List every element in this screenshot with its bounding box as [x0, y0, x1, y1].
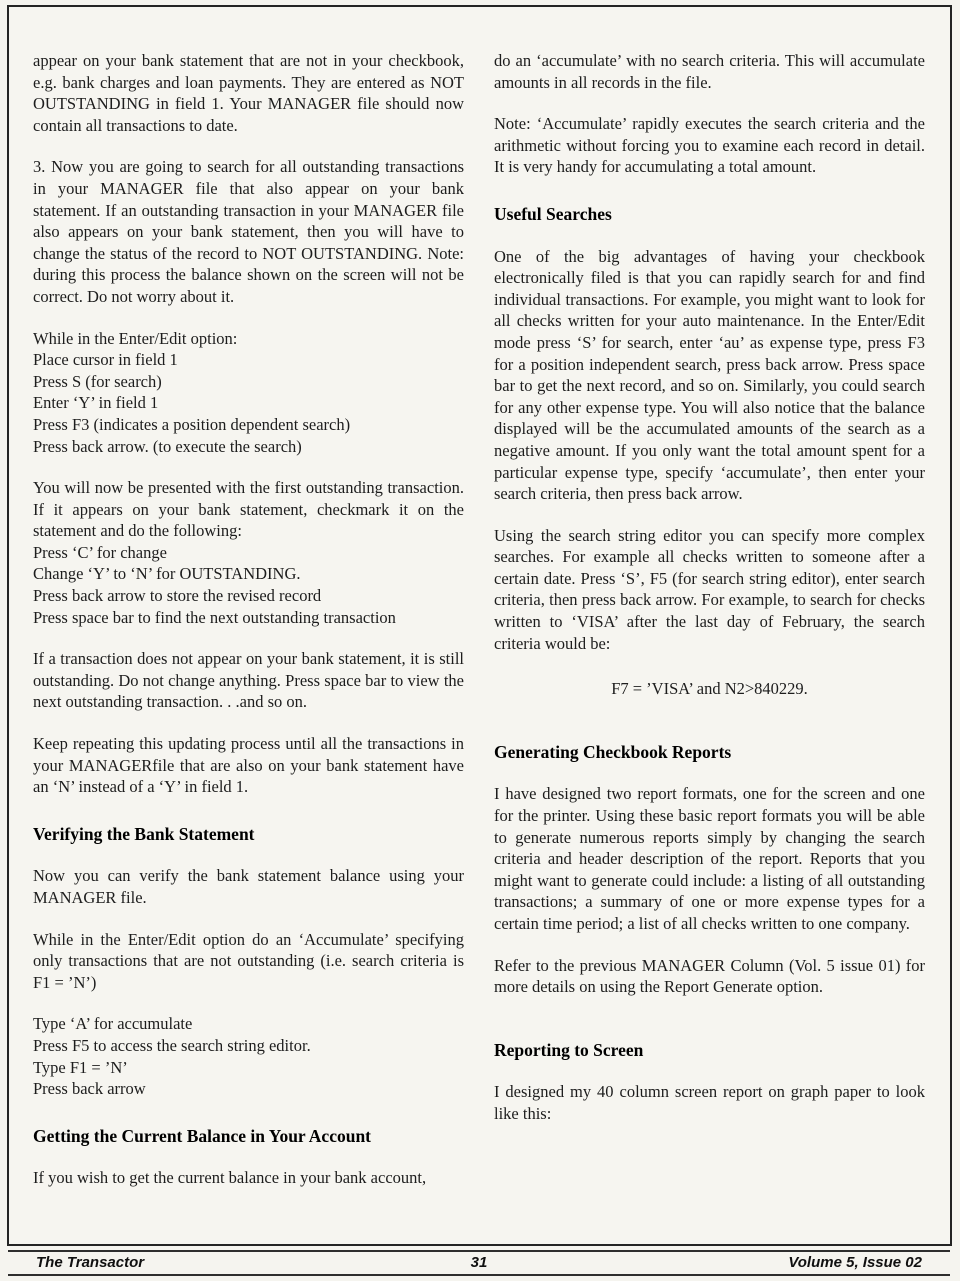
page-content	[33, 50, 925, 1209]
command-line: Press F5 to access the search string editor.	[33, 1035, 311, 1055]
command-line: Press ‘C’ for change	[33, 542, 167, 562]
paragraph: If a transaction does not appear on your bank statement, it is still outstanding. Do not change anything. Press space bar to view the next outstanding transaction. . .and so on.	[33, 649, 464, 712]
paragraph: You will now be presented with the first outstanding transaction. If it appears on your bank statement, checkmark it on the statement and do the following:	[33, 478, 464, 541]
formula-line: F7 = ’VISA’ and N2>840229.	[611, 679, 808, 699]
command-line: Change ‘Y’ to ‘N’ for OUTSTANDING.	[33, 564, 301, 584]
paragraph: I have designed two report formats, one for the screen and one for the printer. Using these basic report formats you will be able to generate numerous reports simply by changing the search criteria and header description of the report. Reports that you might want to generate could include: a listing of all outstanding transactions; a summary of one or more expense types for a certain time period; a list of all checks written to one company.	[494, 784, 925, 933]
paragraph: While in the Enter/Edit option do an ‘Accumulate’ specifying only transactions that are not outstanding (i.e. search criteria is F1 = ’N’)	[33, 929, 464, 992]
paragraph: do an ‘accumulate’ with no search criteria. This will accumulate amounts in all records in the file.	[494, 51, 925, 92]
command-line: Press S (for search)	[33, 371, 162, 391]
footer-volume-issue: Volume 5, Issue 02	[788, 1254, 922, 1271]
command-line: Press back arrow to store the revised record	[33, 586, 322, 606]
command-line: Enter ‘Y’ in field 1	[33, 393, 159, 413]
footer-magazine-title: The Transactor	[36, 1254, 145, 1271]
command-line: Press back arrow	[33, 1079, 146, 1099]
paragraph: One of the big advantages of having your checkbook electronically filed is that you can rapidly search for and find individual transactions. For example, you might want to look for all checks written for your auto maintenance. In the Enter/Edit mode press ‘S’ for search, enter ‘au’ as expense type, press F3 for a position independent search, press back arrow. Press space bar to get the next record, and so on. Similarly, you could search for any other expense type. You will also notice that the balance displayed will be the accumulated amounts of the search as a negative amount. If you only want the total amount spent for a particular expense type, specify ‘accumulate’, then enter your search criteria, then press back arrow.	[494, 246, 925, 504]
command-line: Type F1 = ’N’	[33, 1057, 128, 1077]
command-lines	[33, 1013, 464, 1099]
command-line: Press F3 (indicates a position dependent search)	[33, 414, 351, 434]
command-line: Type ‘A’ for accumulate	[33, 1014, 193, 1034]
section-heading: Reporting to Screen	[494, 1039, 644, 1060]
footer	[8, 1250, 950, 1276]
command-line: Press space bar to find the next outstanding transaction	[33, 607, 396, 627]
paragraph: Now you can verify the bank statement balance using your MANAGER file.	[33, 866, 464, 907]
section-heading: Getting the Current Balance in Your Account	[33, 1125, 372, 1146]
paragraph: Keep repeating this updating process until all the transactions in your MANAGERfile that are also on your bank statement have an ‘N’ instead of a ‘Y’ in field 1.	[33, 734, 464, 797]
right-column	[494, 50, 925, 1209]
section-heading: Useful Searches	[494, 203, 612, 224]
paragraph: appear on your bank statement that are not in your checkbook, e.g. bank charges and loan payments. They are entered as NOT OUTSTANDING in field 1. Your MANAGER file should now contain all transactions to date.	[33, 51, 464, 135]
left-column	[33, 50, 464, 1209]
paragraph: Refer to the previous MANAGER Column (Vol. 5 issue 01) for more details on using the Report Generate option.	[494, 955, 925, 997]
paragraph: Note: ‘Accumulate’ rapidly executes the search criteria and the arithmetic without forcing you to examine each record in detail. It is very handy for accumulating a total amount.	[494, 114, 925, 177]
footer-page-number: 31	[470, 1254, 488, 1271]
command-lines	[33, 328, 464, 458]
paragraph: 3. Now you are going to search for all outstanding transactions in your MANAGER file that also appear on your bank statement. If an outstanding transaction in your MANAGER file also appears on your bank statement, then you will have to change the status of the record to NOT OUTSTANDING. Note: during this process the balance shown on the screen will not be correct. Do not worry about it.	[33, 157, 464, 306]
command-line: Press back arrow. (to execute the search)	[33, 436, 302, 456]
paragraph: Using the search string editor you can specify more complex searches. For example all checks written to someone after a certain date. Press ‘S’, F5 (for search string editor), enter search criteria, then press back arrow. For example, to search for checks written to ‘VISA’ after the last day of February, the search criteria would be:	[494, 525, 925, 653]
command-lines	[33, 542, 464, 628]
paragraph: If you wish to get the current balance in your bank account,	[33, 1168, 427, 1188]
paragraph: I designed my 40 column screen report on graph paper to look like this:	[494, 1082, 925, 1123]
command-line: While in the Enter/Edit option:	[33, 328, 238, 348]
command-line: Place cursor in field 1	[33, 350, 178, 370]
section-heading: Generating Checkbook Reports	[494, 741, 732, 762]
section-heading: Verifying the Bank Statement	[33, 823, 255, 844]
